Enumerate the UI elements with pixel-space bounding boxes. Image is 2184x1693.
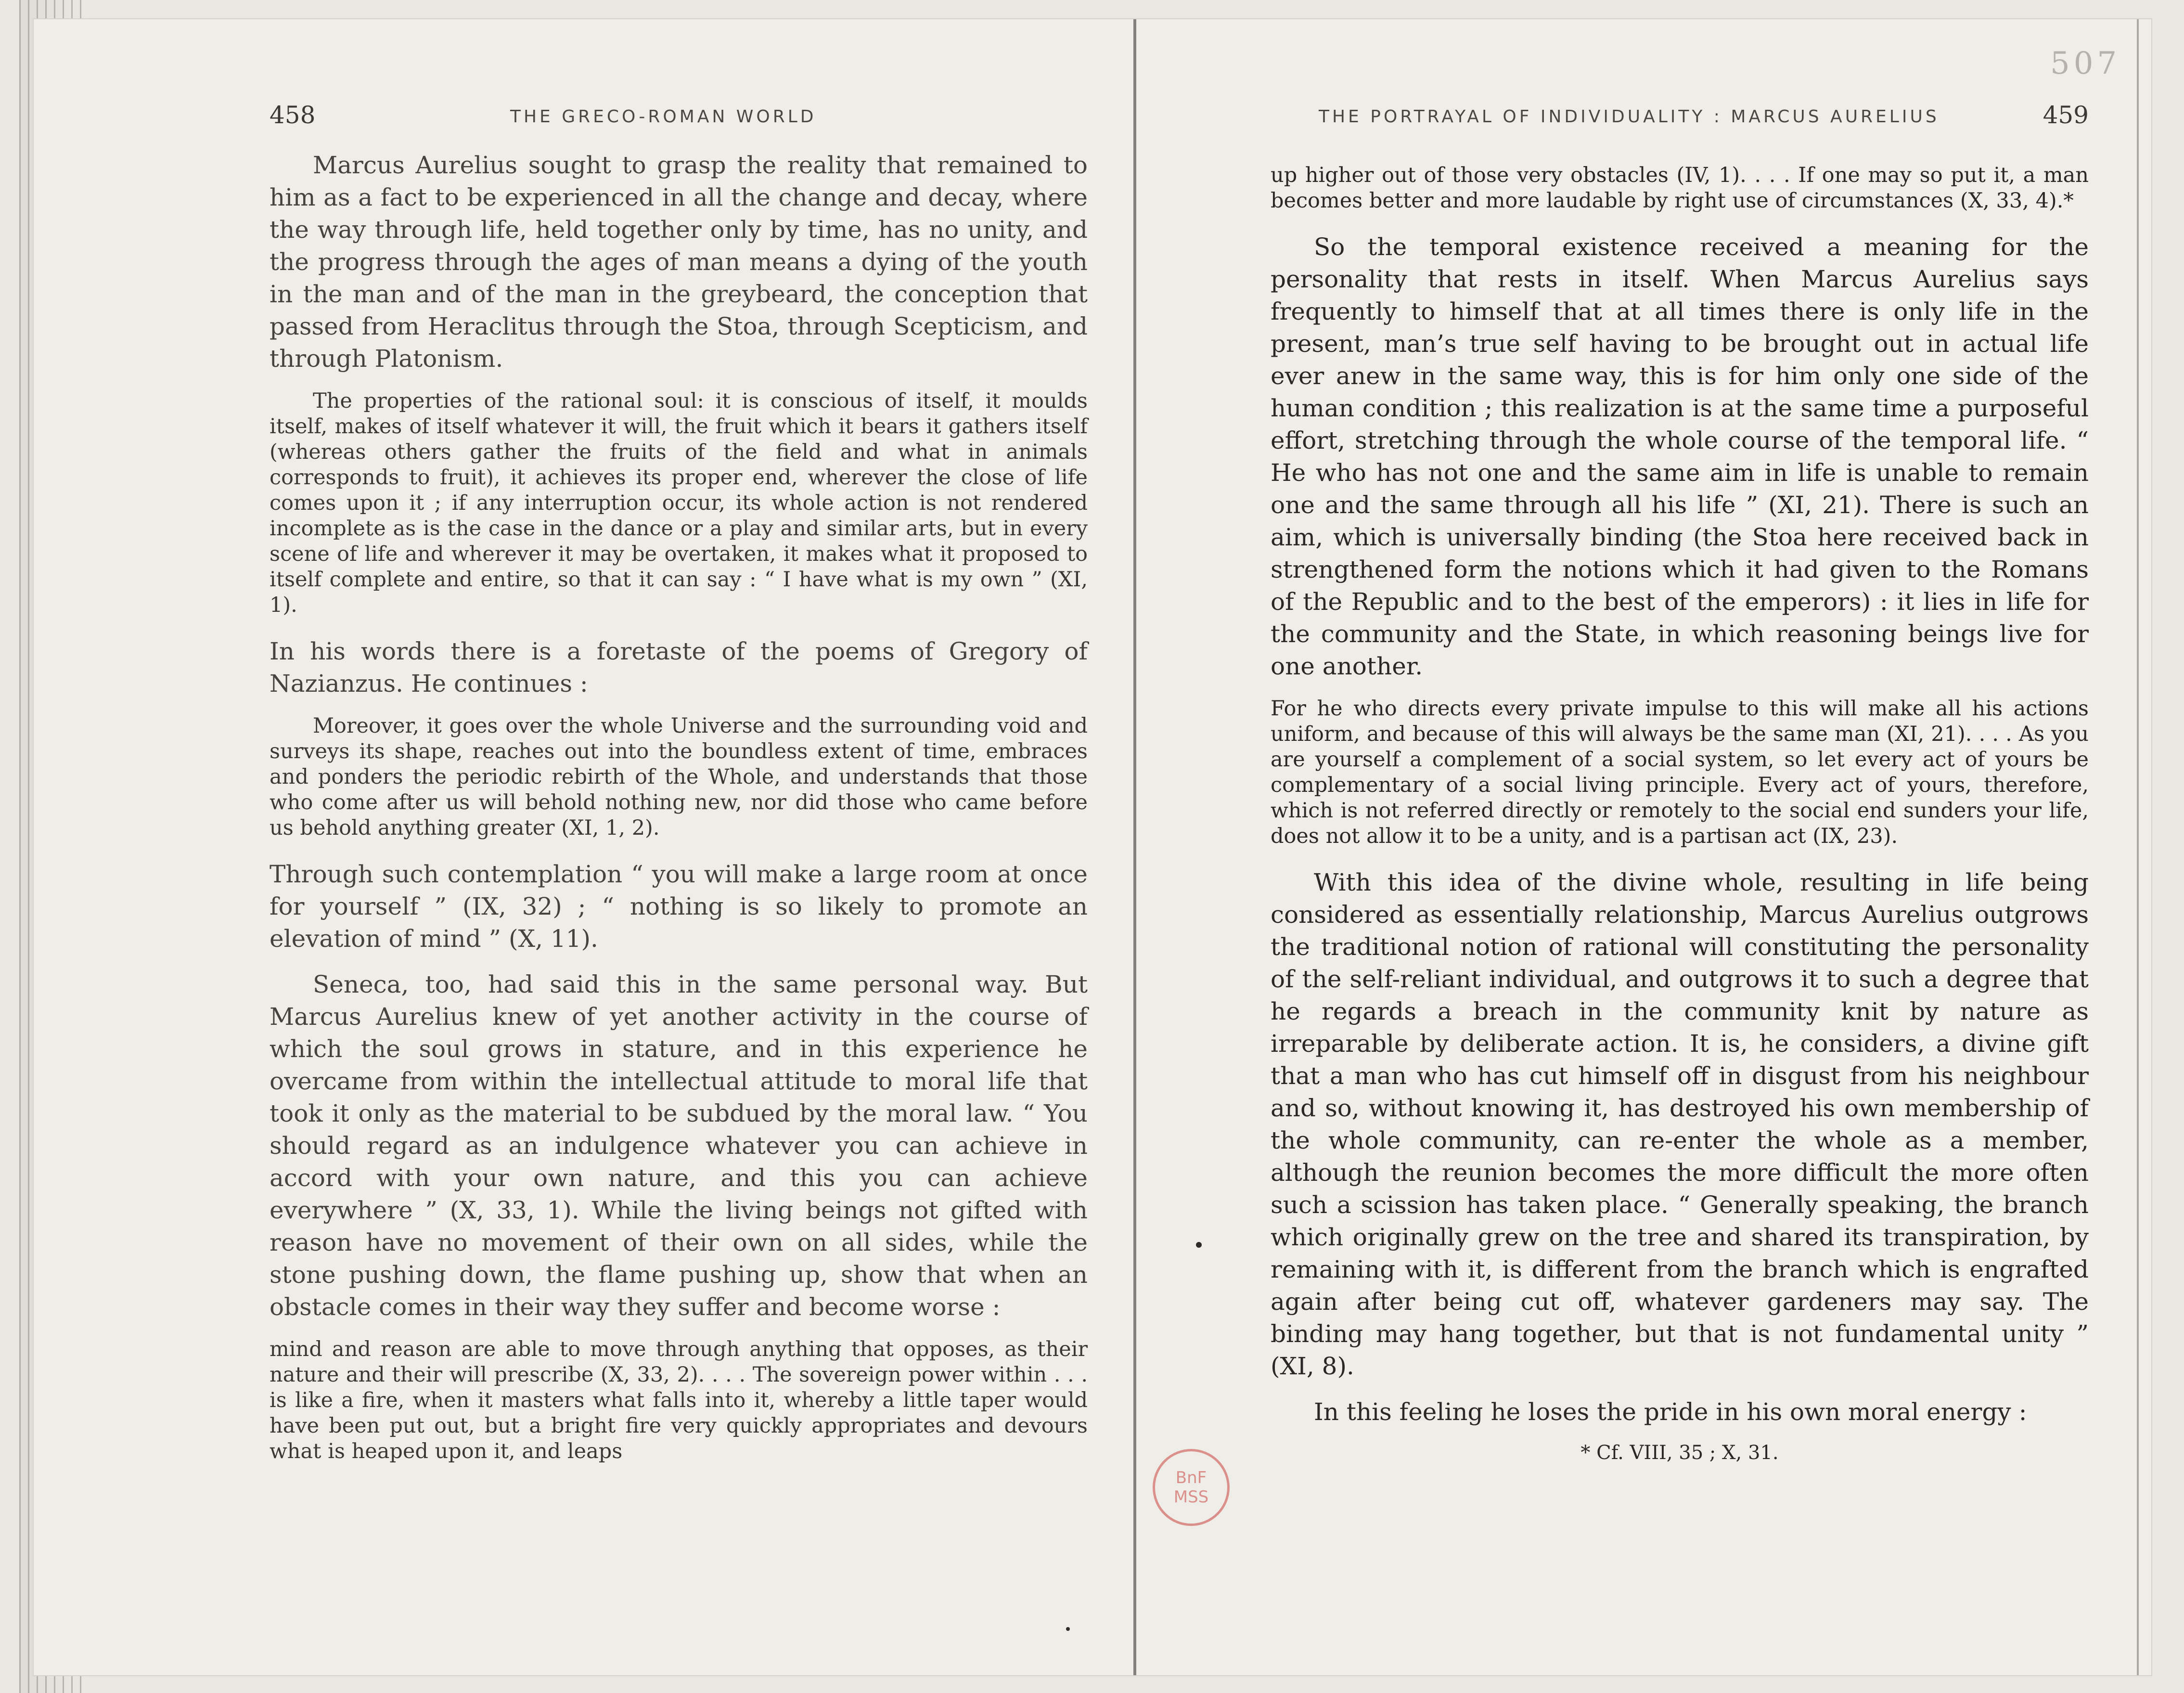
gutter-line [1133, 19, 1136, 1675]
paragraph: Seneca, too, had said this in the same personal way. But Marcus Aurelius knew of yet another activity in the course of which the soul grows in stature, and in this experience he overcame from within the intellectual attitude to moral life that took it only as the material to be subdued by the moral law. “ You should regard as an indulgence whatever you can achieve in accord with your own nature, and this you can achieve everywhere ” (X, 33, 1). While the living beings not gifted with reason have no movement of their own on all sides, while the stone pushing down, the flame pushing up, show that when an obstacle comes in their way they suffer and become worse : [270, 970, 1088, 1321]
speck [1196, 1242, 1202, 1248]
right-running-title: THE PORTRAYAL OF INDIVIDUALITY : MARCUS AURELIUS [1319, 107, 1940, 127]
right-page-number: 459 [2043, 101, 2089, 129]
stamp-line-2: MSS [1173, 1487, 1209, 1507]
book-spread [34, 19, 2151, 1675]
right-running-head [1271, 101, 2089, 130]
speck [1066, 1627, 1070, 1631]
left-running-head [270, 101, 1088, 130]
footnote: * Cf. VIII, 35 ; X, 31. [1580, 1442, 1779, 1464]
left-running-title: THE GRECO-ROMAN WORLD [510, 107, 817, 127]
left-page-number: 458 [270, 101, 316, 129]
block-quote: up higher out of those very obstacles (IV, 1). . . . If one may so put it, a man becomes better and more laudable by right use of circumstances (X, 33, 4).* [1271, 163, 2089, 213]
paragraph: With this idea of the divine whole, resulting in life being considered as essentially relationship, Marcus Aurelius outgrows the traditional notion of rational will constituting the personality of the self-reliant individual, and outgrows it to such a degree that he regards a breach in the community knit by nature as irreparable by deliberate action. It is, he considers, a divine gift that a man who has cut himself off in disgust from his neighbour and so, without knowing it, has destroyed his own membership of the whole community, can re-enter the whole as a member, although the reunion becomes the more difficult the more often such a scission has taken place. “ Generally speaking, the branch which originally grew on the tree and shared its transpiration, by remaining with it, is different from the branch which is engrafted again after being cut off, whatever gardeners may say. The binding may hang together, but that is not fundamental unity ” (XI, 8). [1271, 868, 2089, 1380]
paragraph: Marcus Aurelius sought to grasp the reality that remained to him as a fact to be experienced in all the change and decay, where the way through life, held together only by time, has no unity, and the progress through the ages of man means a dying of the youth in the man and of the man in the greybeard, the conception that passed from Heraclitus through the Stoa, through Scepticism, and through Platonism. [270, 151, 1088, 373]
block-quote: For he who directs every private impulse to this will make all his actions uniform, and because of this will always be the same man (XI, 21). . . . As you are yourself a complement of a social system, so let every act of yours be complementary of a social living principle. Every act of yours, therefore, which is not referred directly or remotely to the social end sunders your life, does not allow it to be a unity, and is a partisan act (IX, 23). [1271, 697, 2089, 848]
scan-right-edge [2137, 19, 2139, 1675]
paragraph: In this feeling he loses the pride in his own moral energy : [1314, 1398, 2027, 1426]
stamp-line-1: BnF [1175, 1468, 1207, 1487]
paragraph: In his words there is a foretaste of the poems of Gregory of Nazianzus. He continues : [270, 637, 1088, 698]
library-stamp [1153, 1449, 1230, 1526]
block-quote: The properties of the rational soul: it is conscious of itself, it moulds itself, makes of itself whatever it will, the fruit which it bears it gathers itself (whereas others gather the fruits of the field and what in animals corresponds to fruit), it achieves its proper end, wherever the close of life comes upon it ; if any interruption occur, its whole action is not rendered incomplete as is the case in the dance or a play and similar arts, but in every scene of life and wherever it may be overtaken, it makes what it proposed to itself complete and entire, so that it can say : “ I have what is my own ” (XI, 1). [270, 389, 1088, 617]
paragraph: Through such contemplation “ you will make a large room at once for yourself ” (IX, 32) ; “ nothing is so likely to promote an elevation of mind ” (X, 11). [270, 860, 1088, 953]
block-quote: Moreover, it goes over the whole Universe and the surrounding void and surveys its shape, reaches out into the boundless extent of time, embraces and ponders the periodic rebirth of the Whole, and understands that those who come after us will behold nothing new, nor did those who came before us behold anything greater (XI, 1, 2). [270, 714, 1088, 840]
paragraph: So the temporal existence received a meaning for the personality that rests in itself. When Marcus Aurelius says frequently to himself that at all times there is only life in the present, man’s true self having to be brought out in actual life ever anew in the same way, this is for him only one side of the human condition ; this realization is at the same time a purposeful effort, stretching through the whole course of the temporal life. “ He who has not one and the same aim in life is unable to remain one and the same through all his life ” (XI, 21). There is such an aim, which is universally binding (the Stoa here received back in strengthened form the notions which it had given to the Romans of the Republic and to the best of the emperors) : it lies in life for the community and the State, in which reasoning beings live for one another. [1271, 233, 2089, 680]
left-page-text [270, 149, 1088, 1482]
right-page-text [1271, 149, 2089, 1464]
folio-number: 507 [2050, 46, 2121, 81]
block-quote: mind and reason are able to move through anything that opposes, as their nature and their will prescribe (X, 33, 2). . . . The sovereign power within . . . is like a fire, when it masters what falls into it, whereby a little taper would have been put out, but a bright fire very quickly appropriates and devours what is heaped upon it, and leaps [270, 1337, 1088, 1463]
